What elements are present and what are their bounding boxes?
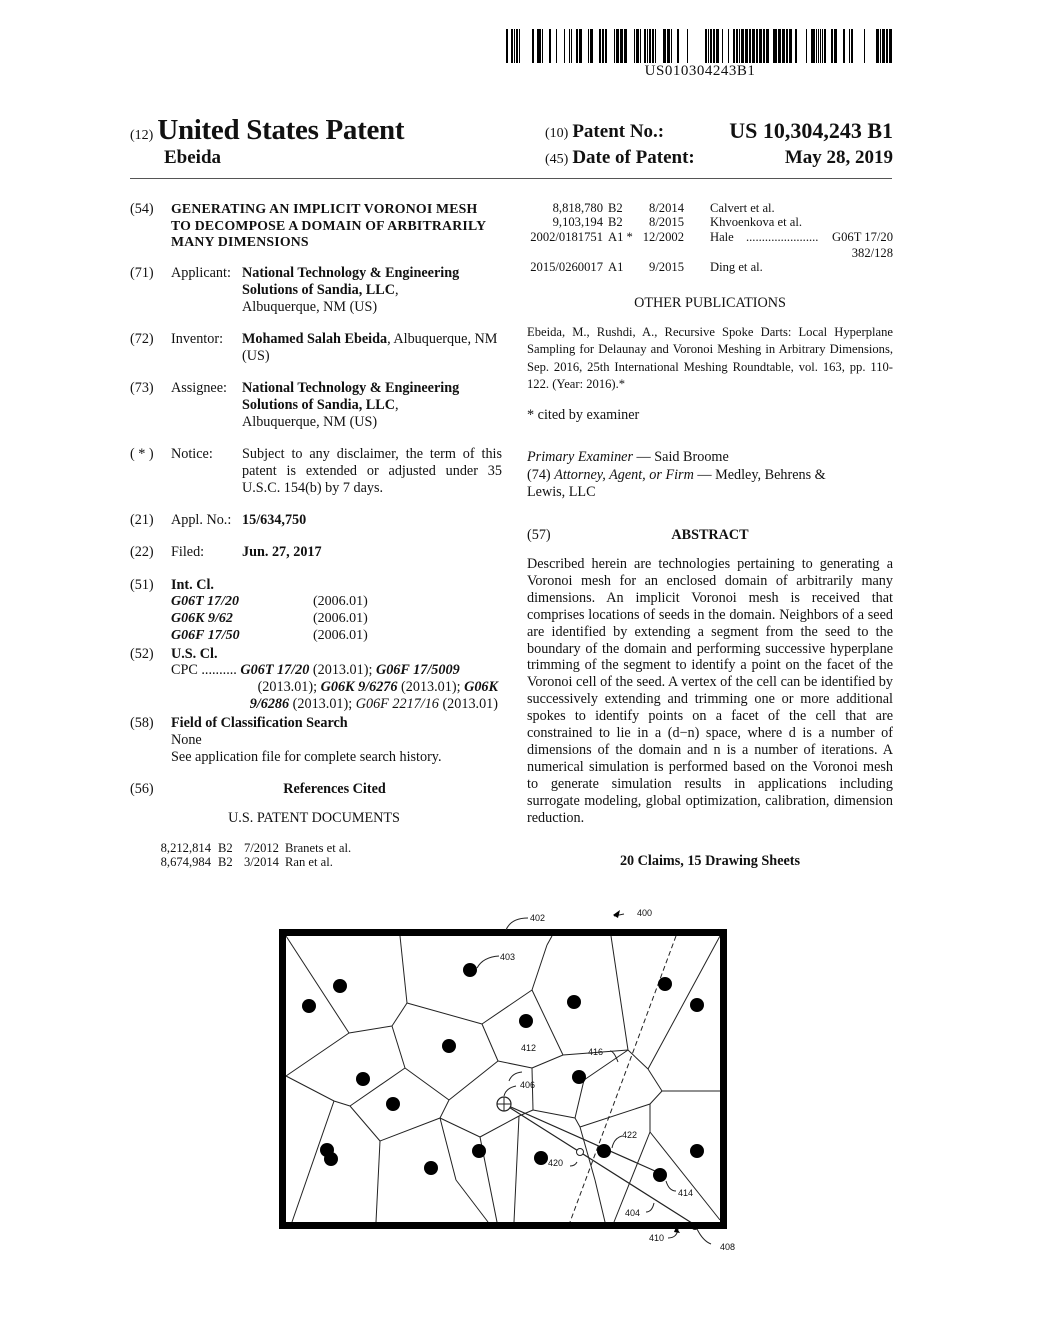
field-search-code: (58) — [130, 715, 154, 731]
voronoi-edge — [611, 936, 628, 1050]
label-402: 402 — [530, 913, 546, 923]
barcode-bar — [716, 29, 719, 63]
voronoi-edge — [440, 1118, 456, 1180]
seed-point — [653, 1168, 667, 1182]
cpc-prefix: CPC .......... — [171, 662, 237, 678]
assignee-value: National Technology & Engineering Solutions of Sandia, LLC, Albuquerque, NM (US) — [242, 380, 460, 430]
int-cl-version: (2006.01) — [313, 611, 368, 626]
seed-point — [690, 1144, 704, 1158]
barcode-bar — [644, 29, 646, 63]
voronoi-edge — [440, 1100, 449, 1118]
inventor-value: Mohamed Salah Ebeida, Albuquerque, NM (US) — [242, 331, 498, 364]
barcode-bar — [795, 29, 797, 63]
barcode-bar — [736, 29, 738, 63]
field-search-label: Field of Classification Search — [171, 715, 348, 731]
spoke-lines — [504, 1104, 695, 1225]
label-408: 408 — [720, 1242, 736, 1252]
barcode-bar — [671, 29, 672, 63]
spoke-404 — [504, 1104, 695, 1225]
seed-point — [333, 979, 347, 993]
other-publication: Ebeida, M., Rushdi, A., Recursive Spoke Darts: Local Hyperplane Sampling for Delaunay and Voronoi Meshing in Arbitrary Dimensions, Sep. 2016, 25th International Meshing Roundtable, vol. 163, pp. 110-122. (Year: 2016).* — [527, 325, 893, 391]
voronoi-edge — [392, 1026, 405, 1068]
barcode-bar — [516, 29, 518, 63]
reference-number: 8,674,984 — [160, 855, 211, 869]
reference-kind: B2 — [218, 841, 233, 855]
barcode-bar — [564, 29, 565, 63]
barcode-bar — [506, 29, 508, 63]
leader-406 — [504, 1086, 516, 1096]
barcode-bar — [759, 29, 762, 63]
barcode-bar — [636, 29, 639, 63]
cpc-classification — [171, 662, 498, 713]
reference-row — [527, 260, 893, 292]
voronoi-edge — [286, 1033, 349, 1076]
seed-points — [302, 963, 704, 1182]
voronoi-edge — [440, 1118, 480, 1137]
barcode-bar — [822, 29, 823, 63]
barcode-bar — [667, 29, 670, 63]
seed-point — [302, 999, 316, 1013]
patent-number-label: Patent No.: — [572, 121, 665, 142]
reference-kind: B2 — [608, 215, 623, 229]
barcode-bar — [789, 29, 792, 63]
cpc-class: G06K 9/6276 — [320, 679, 398, 695]
patent-date-row — [545, 147, 893, 171]
reference-date: 3/2014 — [244, 855, 279, 869]
voronoi-edge — [532, 990, 563, 1055]
barcode-bar — [886, 29, 888, 63]
attorney-label: Attorney, Agent, or Firm — [554, 467, 694, 483]
field-search-note: See application file for complete search history. — [171, 749, 442, 765]
label-404: 404 — [625, 1208, 641, 1218]
field-search-none: None — [171, 732, 202, 748]
barcode-bar — [818, 29, 819, 63]
barcode-bar — [713, 29, 715, 63]
int-cl-item: G06F 17/50 — [171, 628, 240, 643]
label-412: 412 — [521, 1043, 537, 1053]
appl-no-value — [242, 512, 502, 529]
label-422: 422 — [622, 1130, 638, 1140]
seed-point — [572, 1070, 586, 1084]
reference-date: 8/2015 — [649, 215, 684, 229]
barcode-bar — [834, 29, 837, 63]
barcode-bar — [605, 29, 607, 63]
barcode-bar — [773, 29, 777, 63]
voronoi-edge — [648, 936, 720, 1069]
barcode-bar — [590, 29, 593, 63]
inventor-label: Inventor: — [171, 331, 224, 347]
leader-420 — [570, 1162, 577, 1166]
barcode-bar — [756, 29, 758, 63]
appl-no: 15/634,750 — [242, 512, 307, 528]
label-414: 414 — [678, 1188, 694, 1198]
voronoi-edge — [350, 1106, 380, 1141]
barcode-bar — [763, 29, 765, 63]
barcode-bar — [705, 29, 707, 63]
seed-point — [424, 1161, 438, 1175]
barcode-bar — [542, 29, 543, 63]
cpc-version: (2013.01); — [257, 679, 318, 695]
attorney-line: (74) Attorney, Agent, or Firm — Medley, Behrens & Lewis, LLC — [527, 467, 826, 500]
reference-row — [527, 230, 893, 262]
barcode-bar — [728, 29, 729, 63]
reference-date: 7/2012 — [244, 841, 279, 855]
barcode-bar — [806, 29, 807, 63]
barcode-bar — [588, 29, 589, 63]
cited-note: * cited by examiner — [527, 407, 640, 423]
barcode-bar — [602, 29, 604, 63]
voronoi-edge — [376, 1141, 380, 1222]
inventor-name: Mohamed Salah Ebeida — [242, 331, 388, 347]
reference-date: 12/2002 — [642, 230, 684, 244]
voronoi-edge — [380, 1118, 440, 1141]
inventor-location: Albuquerque, NM (US) — [242, 331, 498, 364]
barcode-bar — [579, 29, 582, 63]
reference-name: Khvoenkova et al. — [710, 215, 802, 229]
seed-point — [472, 1144, 486, 1158]
leader-403 — [477, 956, 499, 968]
barcode-bar — [851, 29, 853, 63]
representative-figure — [270, 895, 750, 1265]
reference-name: Calvert et al. — [710, 201, 775, 215]
reference-name: Ran et al. — [285, 855, 333, 869]
code-10: (10) — [545, 126, 569, 141]
cpc-version: (2013.01); — [401, 679, 461, 695]
seed-point — [658, 977, 672, 991]
barcode-bar — [677, 29, 679, 63]
leader-dots: ....................... — [746, 230, 819, 244]
barcode-bar — [786, 29, 788, 63]
int-cl-item: G06K 9/62 — [171, 611, 233, 626]
reference-date: 8/2014 — [649, 201, 684, 215]
voronoi-edge — [400, 936, 407, 1003]
barcode-bar — [649, 29, 651, 63]
leader-422 — [612, 1136, 622, 1148]
voronoi-edge — [532, 1055, 563, 1068]
barcode-bar — [652, 29, 654, 63]
barcode-bar — [745, 29, 748, 63]
reference-class: G06T 17/20 — [832, 230, 893, 244]
label-420: 420 — [548, 1158, 564, 1168]
claims-summary: 20 Claims, 15 Drawing Sheets — [619, 853, 801, 869]
abstract-heading: ABSTRACT — [671, 527, 749, 543]
seed-point — [463, 963, 477, 977]
barcode-bar — [741, 29, 744, 63]
inventor-surname: Ebeida — [164, 147, 222, 168]
barcode-bar — [556, 29, 557, 63]
barcode-bar — [571, 29, 572, 63]
voronoi-edge — [628, 1050, 648, 1069]
barcode-bar — [511, 29, 513, 63]
leader-404 — [646, 1203, 654, 1212]
filed-label: Filed: — [171, 544, 205, 560]
int-cl-code: (51) — [130, 577, 154, 593]
cpc-class: G06F 17/5009 — [375, 662, 460, 678]
cpc-class: 9/6286 — [249, 696, 290, 712]
notice-code: ( * ) — [130, 446, 154, 462]
barcode-bar — [710, 29, 712, 63]
voronoi-edge — [456, 1180, 488, 1222]
voronoi-edge — [650, 1091, 662, 1104]
barcode-bar — [599, 29, 601, 63]
barcode-bar — [519, 29, 520, 63]
label-410: 410 — [649, 1233, 665, 1243]
assignee-code: (73) — [130, 380, 154, 396]
notice-label: Notice: — [171, 446, 213, 462]
cpc-version: (2013.01) — [442, 696, 498, 712]
appl-no-label: Appl. No.: — [171, 512, 232, 528]
barcode-bar — [708, 29, 709, 63]
barcode-bar — [816, 29, 817, 63]
reference-number: 2002/0181751 — [530, 230, 603, 244]
abstract-text: Described herein are technologies pertaining to generating a Voronoi mesh for an enclosed domain of arbitrarily many dimensions. An implicit Voronoi mesh is received that comprises locations of seeds in the domain. Neighbors of a seed are identified by extending a segment from the seed to the boundary of the domain and performing successive hyperplane trimming of the segment to identify a point on the facet of the Voronoi cell of the seed. A vertex of the cell can be identified by successively extending and trimming one or more additional spokes to identify points on a facet of the cell that are constrained to lie in a (d−n) space, where d is a number of dimensions of the domain and n is a number of iterations. A numerical simulation is performed based on the Voronoi mesh to generate simulation results in applications including surrogate modeling, global optimization, calibration, dimension reduction. — [527, 556, 893, 826]
reference-class-secondary: 382/128 — [851, 246, 893, 260]
arrow-400-icon — [613, 910, 620, 918]
voronoi-edge — [547, 936, 552, 945]
voronoi-edge — [349, 1026, 392, 1033]
cpc-class: G06F 2217/16 — [355, 696, 439, 712]
applicant-value: National Technology & Engineering Solutions of Sandia, LLC, Albuquerque, NM (US) — [242, 265, 460, 315]
voronoi-edge — [575, 1080, 584, 1118]
seed-point — [690, 998, 704, 1012]
barcode-bar — [634, 29, 635, 63]
reference-number: 2015/0260017 — [530, 260, 603, 274]
patent-number-row — [545, 118, 893, 145]
voronoi-edge — [480, 1116, 519, 1137]
voronoi-edge — [580, 1104, 650, 1127]
seed-point — [386, 1097, 400, 1111]
barcode-bar — [514, 29, 515, 63]
header-divider — [130, 178, 892, 179]
reference-number: 8,818,780 — [552, 201, 603, 215]
barcode-bar — [843, 29, 845, 63]
domain-boundary-402 — [283, 933, 724, 1226]
seed-point — [442, 1039, 456, 1053]
filed-code: (22) — [130, 544, 154, 560]
reference-number: 8,212,814 — [160, 841, 211, 855]
examiner-label: Primary Examiner — [527, 449, 633, 465]
document-type: United States Patent — [157, 114, 405, 146]
barcode-bar — [537, 29, 541, 63]
voronoi-edge — [533, 1110, 575, 1118]
leader-416 — [610, 1051, 618, 1062]
barcode-bar — [876, 29, 879, 63]
seed-point — [567, 995, 581, 1009]
voronoi-edge — [482, 1024, 498, 1061]
barcode-bar — [624, 29, 627, 63]
cpc-version: (2013.01); — [312, 662, 373, 678]
voronoi-edge — [449, 1061, 498, 1100]
seed-point — [324, 1152, 338, 1166]
attorney-name: Medley, Behrens & Lewis, LLC — [527, 467, 826, 500]
leader-402 — [506, 918, 528, 930]
applicant-name: National Technology & Engineering Solutions of Sandia, LLC — [242, 265, 460, 298]
point-420 — [577, 1149, 584, 1156]
cpc-class: G06K — [464, 679, 498, 695]
reference-row — [130, 855, 498, 887]
barcode-bar — [576, 29, 578, 63]
applicant-location: Albuquerque, NM (US) — [242, 299, 378, 315]
title-code: (54) — [130, 201, 154, 217]
date-label: Date of Patent: — [572, 147, 695, 168]
cpc-version: (2013.01); — [292, 696, 353, 712]
barcode-number: US010304243B1 — [644, 63, 756, 79]
voronoi-edge — [286, 1076, 334, 1101]
barcode-bar — [782, 29, 785, 63]
voronoi-edge — [407, 1003, 482, 1024]
barcode-bar — [687, 29, 688, 63]
reference-name: Branets et al. — [285, 841, 352, 855]
barcode-bar — [616, 29, 619, 63]
seed-point — [519, 1014, 533, 1028]
barcode-bar — [824, 29, 826, 63]
notice-text: Subject to any disclaimer, the term of this patent is extended or adjusted under 35 U.S.C. 154(b) by 7 days. — [242, 446, 502, 496]
voronoi-edge — [498, 1061, 532, 1068]
leader-lines — [477, 914, 711, 1244]
barcode-bar — [820, 29, 821, 63]
barcode-bar — [778, 29, 781, 63]
int-cl-label: Int. Cl. — [171, 577, 214, 593]
barcode-bar — [722, 29, 723, 63]
barcode-bar — [739, 29, 740, 63]
attorney-code: (74) — [527, 467, 551, 483]
header-left — [130, 114, 404, 147]
assignee-label: Assignee: — [171, 380, 227, 396]
voronoi-edge — [514, 1116, 519, 1222]
appl-no-code: (21) — [130, 512, 154, 528]
spoke-to-414 — [504, 1104, 664, 1175]
filed-value — [242, 544, 502, 561]
assignee-name: National Technology & Engineering Solutions of Sandia, LLC — [242, 380, 460, 413]
barcode-bar — [889, 29, 892, 63]
barcode-bar — [663, 29, 666, 63]
barcode-bar — [752, 29, 755, 63]
barcode-image — [506, 29, 894, 63]
refs-heading: References Cited — [283, 781, 386, 797]
barcode-bar — [620, 29, 623, 63]
barcode-bar — [849, 29, 850, 63]
reference-kind: B2 — [608, 201, 623, 215]
voronoi-edge — [575, 1118, 580, 1127]
patent-title: GENERATING AN IMPLICIT VORONOI MESH TO DECOMPOSE A DOMAIN OF ARBITRARILY MANY DIMENSIONS — [171, 201, 486, 249]
label-416: 416 — [588, 1047, 604, 1057]
barcode-bar — [880, 29, 881, 63]
voronoi-edge — [334, 1101, 350, 1106]
voronoi-edge — [532, 945, 547, 990]
code-12: (12) — [130, 128, 154, 143]
us-docs-heading: U.S. PATENT DOCUMENTS — [228, 810, 400, 826]
barcode-bar — [733, 29, 735, 63]
refs-code: (56) — [130, 781, 154, 797]
int-cl-item: G06T 17/20 — [171, 594, 240, 609]
us-cl-code: (52) — [130, 646, 154, 662]
barcode-bar — [864, 29, 865, 63]
barcode-bar — [655, 29, 656, 63]
abstract-code: (57) — [527, 527, 551, 543]
int-cl-version: (2006.01) — [313, 594, 368, 609]
reference-name: Hale — [710, 230, 734, 244]
reference-kind: A1 — [608, 260, 624, 274]
barcode-bar — [831, 29, 833, 63]
reference-number: 9,103,194 — [552, 215, 603, 229]
voronoi-edge — [392, 1003, 407, 1026]
barcode-bar — [749, 29, 751, 63]
barcode-bar — [647, 29, 648, 63]
reference-kind: A1 * — [608, 230, 633, 244]
label-403: 403 — [500, 952, 516, 962]
patent-number: US 10,304,243 B1 — [729, 118, 893, 143]
barcode-bar — [549, 29, 551, 63]
assignee-location: Albuquerque, NM (US) — [242, 414, 378, 430]
int-cl-version: (2006.01) — [313, 628, 368, 643]
applicant-code: (71) — [130, 265, 154, 281]
cpc-class: G06T 17/20 — [240, 662, 310, 678]
label-400: 400 — [637, 908, 653, 918]
leader-414 — [666, 1181, 676, 1191]
seed-point — [534, 1151, 548, 1165]
examiner-name: Said Broome — [654, 449, 729, 465]
reference-date: 9/2015 — [649, 260, 684, 274]
examiner-line: Primary Examiner — Said Broome — [527, 449, 729, 465]
seed-406-marker — [497, 1097, 511, 1111]
seed-point — [356, 1072, 370, 1086]
voronoi-edge — [405, 1068, 449, 1100]
barcode-bar — [532, 29, 534, 63]
filed-date: Jun. 27, 2017 — [242, 544, 322, 560]
applicant-label: Applicant: — [171, 265, 231, 281]
voronoi-edge — [648, 1069, 662, 1091]
voronoi-edge — [595, 1180, 605, 1222]
us-cl-label: U.S. Cl. — [171, 646, 218, 662]
barcode-bar — [882, 29, 885, 63]
reference-kind: B2 — [218, 855, 233, 869]
barcode-bar — [811, 29, 815, 63]
code-45: (45) — [545, 152, 569, 167]
inventor-code: (72) — [130, 331, 154, 347]
barcode-bar — [569, 29, 570, 63]
patent-date: May 28, 2019 — [784, 147, 893, 168]
barcode-bar — [614, 29, 615, 63]
barcode-bar — [766, 29, 769, 63]
seed-point — [597, 1144, 611, 1158]
label-406: 406 — [520, 1080, 536, 1090]
leader-408 — [697, 1229, 711, 1244]
barcode-bar — [640, 29, 641, 63]
other-pubs-heading: OTHER PUBLICATIONS — [634, 295, 786, 311]
reference-name: Ding et al. — [710, 260, 763, 274]
